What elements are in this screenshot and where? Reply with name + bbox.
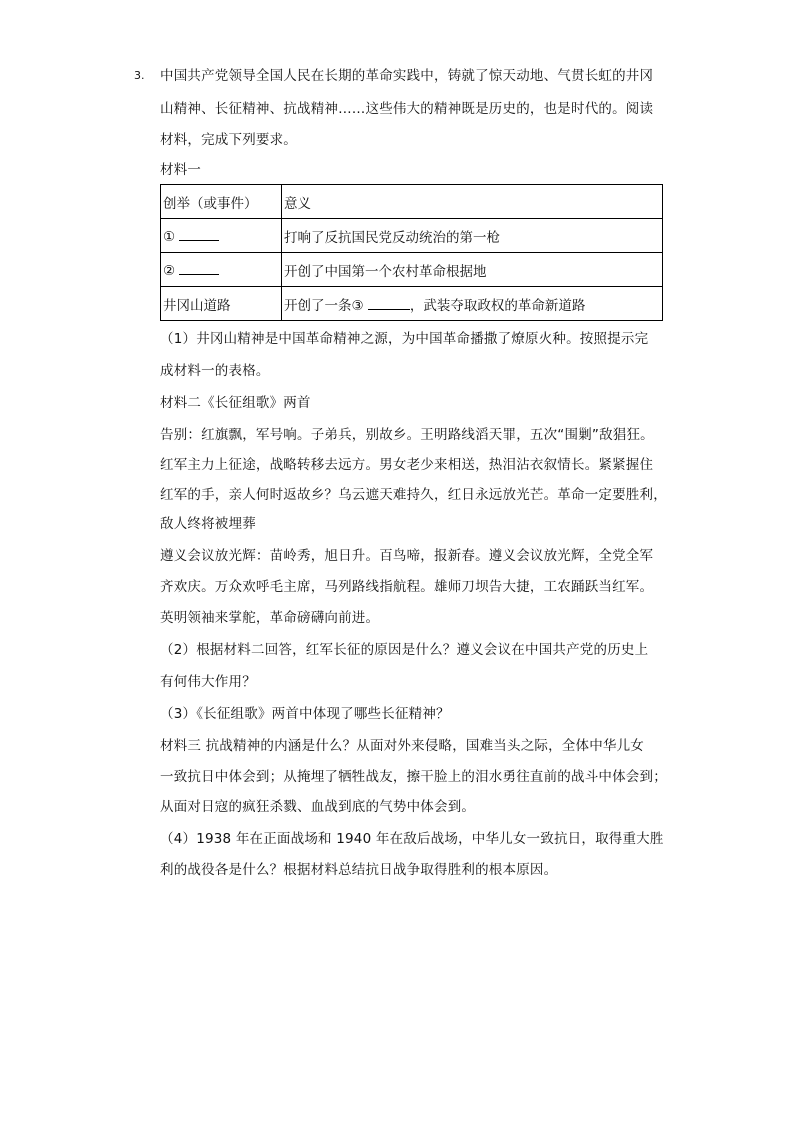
table-header-event: 创举（或事件） (161, 185, 282, 219)
answer-blank (179, 260, 219, 275)
material1-table (160, 184, 663, 321)
table-cell-event: 井冈山道路 (161, 287, 282, 321)
song1-line-2: 红军主力上征途，战略转移去远方。男女老少来相送，热泪沾衣叙情长。紧紧握住 (160, 457, 654, 473)
table-row (161, 287, 663, 321)
q4-line-2: 利的战役各是什么？根据材料总结抗日战争取得胜利的根本原因。 (160, 862, 558, 878)
material1-label: 材料一 (160, 162, 202, 178)
answer-blank (368, 295, 410, 310)
table-cell-event: ② (161, 253, 282, 287)
table-row (161, 219, 663, 253)
table-cell-meaning: 打响了反抗国民党反动统治的第一枪 (282, 219, 663, 253)
material3-line-2: 一致抗日中体会到；从掩埋了牺牲战友，擦干脸上的泪水勇往直前的战斗中体会到； (160, 769, 667, 785)
table-header-row (161, 185, 663, 219)
q3-line: （3）《长征组歌》两首中体现了哪些长征精神？ (160, 706, 450, 722)
song1-line-4: 敌人终将被埋葬 (160, 516, 256, 532)
intro-line-1: 中国共产党领导全国人民在长期的革命实践中，铸就了惊天动地、气贯长虹的井冈 (160, 68, 654, 84)
song1-line-1: 告别：红旗飘，军号响。子弟兵，别故乡。王明路线滔天罪，五次“围剿”敌猖狂。 (160, 427, 654, 443)
song2-line-1: 遵义会议放光辉：苗岭秀，旭日升。百鸟啼，报新春。遵义会议放光辉，全党全军 (160, 548, 654, 564)
material2-label: 材料二《长征组歌》两首 (160, 395, 311, 411)
table-cell-meaning: 开创了一条③ ，武装夺取政权的革命新道路 (282, 287, 663, 321)
table-cell-meaning: 开创了中国第一个农村革命根据地 (282, 253, 663, 287)
q2-line-1: （2）根据材料二回答，红军长征的原因是什么？遵义会议在中国共产党的历史上 (160, 642, 649, 658)
intro-line-2: 山精神、长征精神、抗战精神……这些伟大的精神既是历史的，也是时代的。阅读 (160, 101, 654, 117)
table-header-meaning: 意义 (282, 185, 663, 219)
question-number: 3. (134, 69, 145, 82)
song1-line-3: 红军的手，亲人何时返故乡？乌云遮天难持久，红日永远放光芒。革命一定要胜利， (160, 487, 667, 503)
song2-line-2: 齐欢庆。万众欢呼毛主席，马列路线指航程。雄师刀坝告大捷，工农踊跃当红军。 (160, 579, 654, 595)
material3-line-1: 材料三 抗战精神的内涵是什么？从面对外来侵略，国难当头之际，全体中华儿女 (160, 738, 644, 754)
answer-blank (179, 226, 219, 241)
q1-line-1: （1）井冈山精神是中国革命精神之源，为中国革命播撒了燎原火种。按照提示完 (160, 331, 649, 347)
table-cell-event: ① (161, 219, 282, 253)
material3-line-3: 从面对日寇的疯狂杀戮、血战到底的气势中体会到。 (160, 799, 476, 815)
table-row (161, 253, 663, 287)
intro-line-3: 材料，完成下列要求。 (160, 132, 297, 148)
q2-line-2: 有何伟大作用？ (160, 674, 256, 690)
q4-line-1: （4）1938 年在正面战场和 1940 年在敌后战场，中华儿女一致抗日，取得重大胜 (160, 831, 664, 847)
song2-line-3: 英明领袖来掌舵，革命磅礴向前进。 (160, 610, 380, 626)
q1-line-2: 成材料一的表格。 (160, 363, 270, 379)
